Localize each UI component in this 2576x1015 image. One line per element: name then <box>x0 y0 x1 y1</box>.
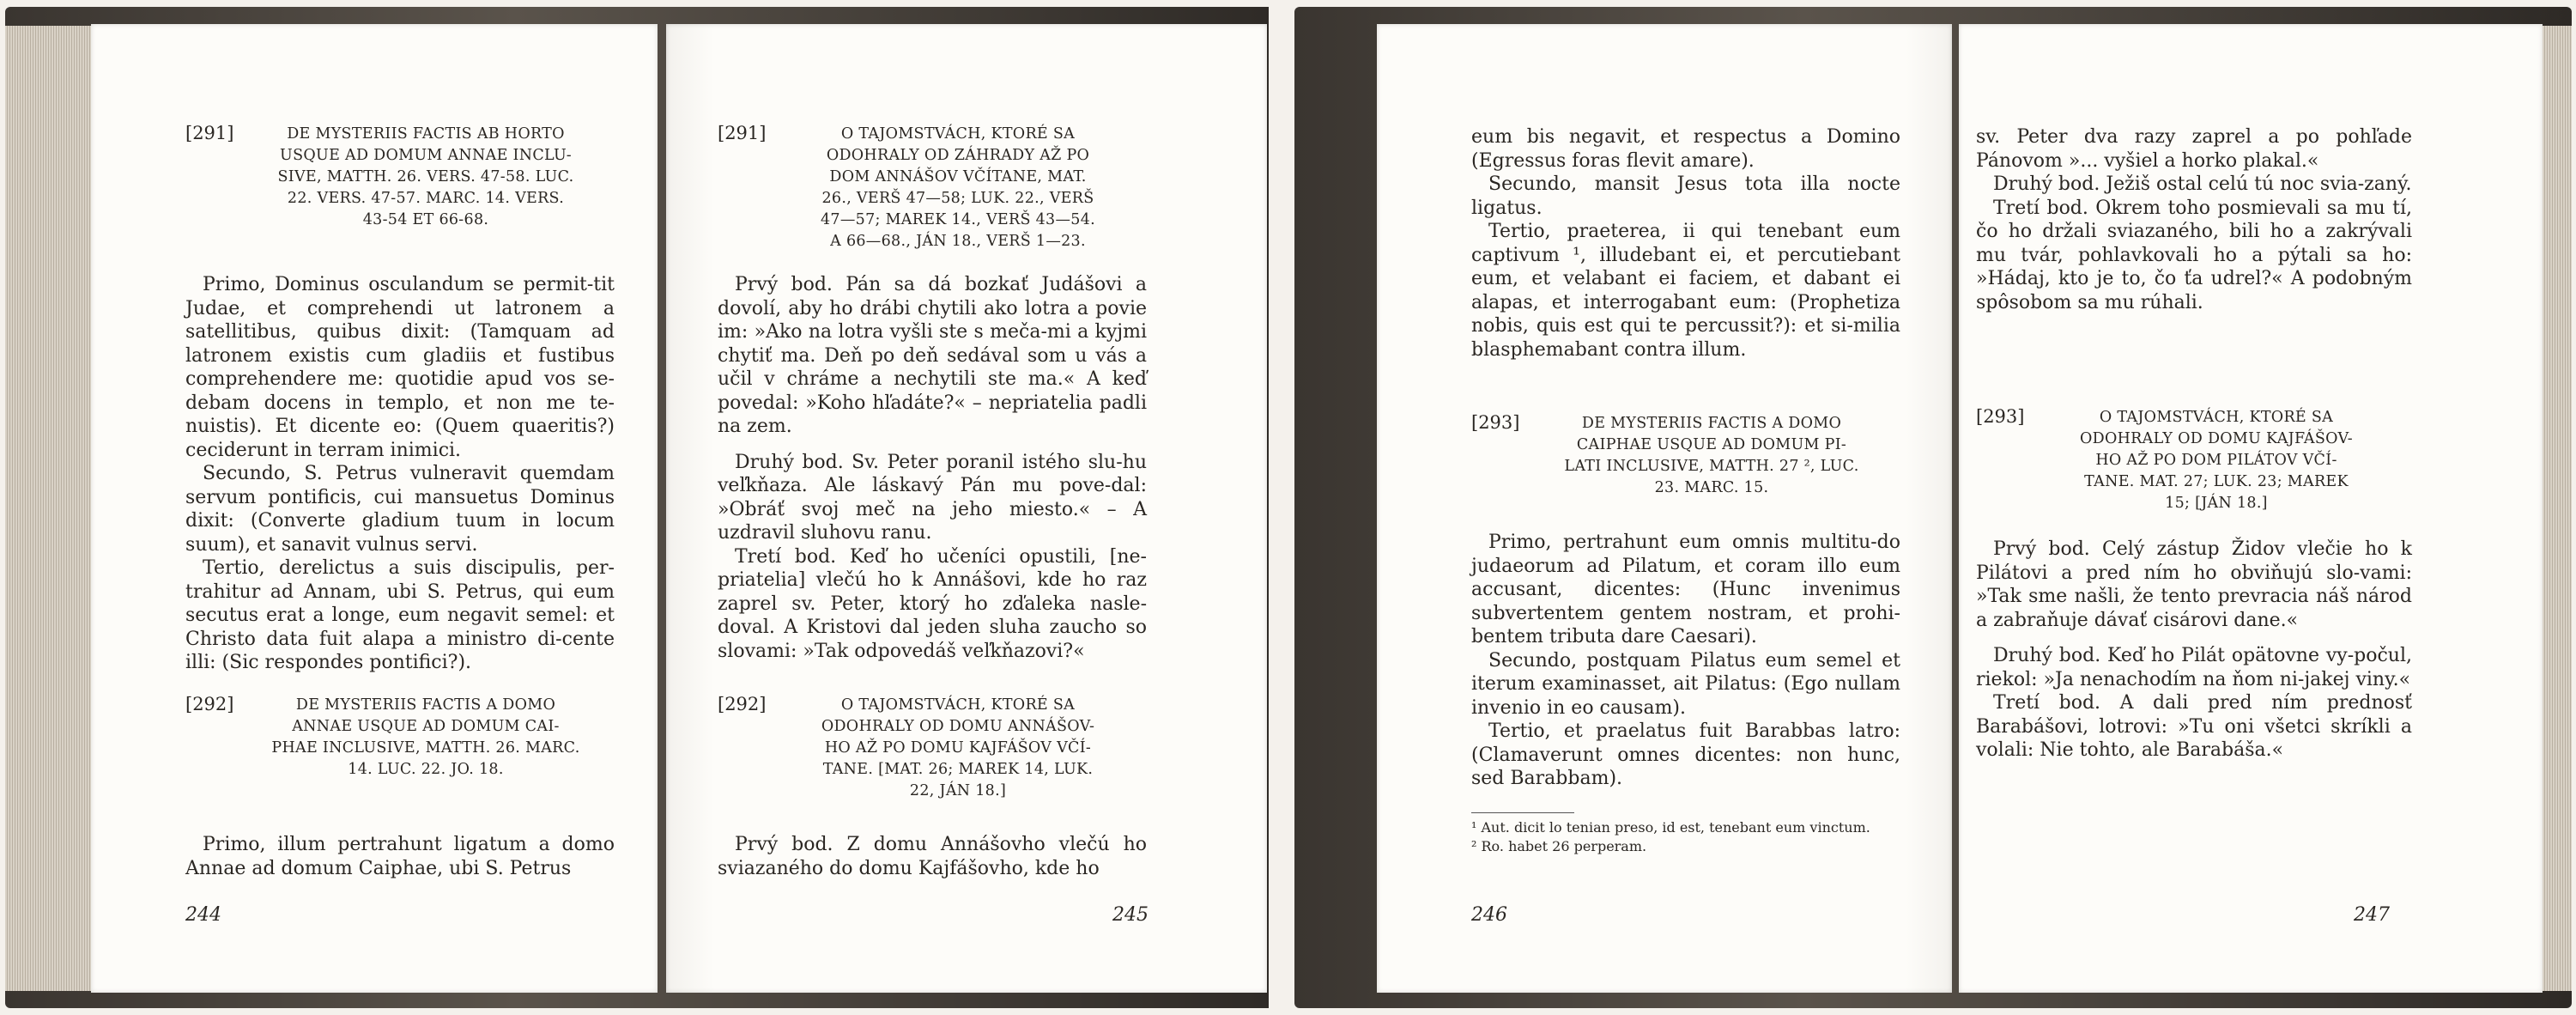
heading-line: 14. LUC. 22. JO. 18. <box>348 761 504 778</box>
heading-line: HO AŽ PO DOM PILÁTOV VČÍ- <box>2095 452 2337 469</box>
heading-line: USQUE AD DOMUM ANNAE INCLU- <box>280 147 572 164</box>
section-number: [292] <box>718 694 767 714</box>
paragraph: Prvý bod. Pán sa dá bozkať Judášovi a dovolí, aby ho drábi chytili ako lotra a povie im: »Ako na lotra vyšli ste s meča-mi a kyjmi chytiť ma. Deň po deň sedával som u vás a učil v chráme a nechytili ste ma.« A keď povedal: »Koho hľadáte?« – nepriatelia padli na zem. <box>718 274 1147 437</box>
heading-line: DE MYSTERIIS FACTIS AB HORTO <box>287 125 565 143</box>
page-number: 246 <box>1471 904 1507 926</box>
page-edges-right <box>2543 26 2572 991</box>
heading-line: ODOHRALY OD DOMU ANNÁŠOV- <box>821 718 1095 735</box>
page-247 <box>1959 24 2543 993</box>
paragraph: Secundo, S. Petrus vulneravit quemdam servum pontificis, cui mansuetus Dominus dixit: (Converte gladium tuum in locum suum), et sanavit vulnus servi. <box>185 463 615 556</box>
page-number: 245 <box>1112 904 1149 926</box>
paragraph: Tretí bod. A dali pred ním prednosť Barabášovi, lotrovi: »Tu oni všetci skríkli a volali: Nie tohto, ale Barabáša.« <box>1976 692 2412 761</box>
heading-line: CAIPHAE USQUE AD DOMUM PI- <box>1576 436 1847 453</box>
paragraph: Tretí bod. Okrem toho posmievali sa mu tí, čo ho držali sviazaného, bili ho a zakrývali mu tvár, pohlavkovali ho a pýtali sa ho: »Hádaj, kto je to, čo ťa udrel?« A podobným spôsobom sa mu rúhali. <box>1976 197 2412 313</box>
paragraph: Tertio, praeterea, ii qui tenebant eum captivum ¹, illudebant ei, et percutiebant eum, et velabant ei faciem, et dabant ei alapas, et interrogabant eum: (Prophetiza nobis, quis est qui te percussit?): et si-milia blasphemabant contra illum. <box>1471 221 1900 361</box>
heading-line: 26., VERŠ 47—58; LUK. 22., VERŠ <box>821 190 1094 207</box>
paragraph: Secundo, postquam Pilatus eum semel et iterum examinasset, ait Pilatus: (Ego nullam invenio in eo causam). <box>1471 649 1900 719</box>
page-number: 244 <box>185 904 221 926</box>
heading-line: 22, JÁN 18.] <box>909 782 1007 799</box>
section-number: [291] <box>718 123 767 143</box>
paragraph: sv. Peter dva razy zaprel a po pohľade Pánovom »... vyšiel a horko plakal.« <box>1976 126 2412 172</box>
body-text <box>1976 538 2412 763</box>
paragraph: eum bis negavit, et respectus a Domino (Egressus foras flevit amare). <box>1471 126 1900 172</box>
page-244 <box>91 24 658 993</box>
body-text <box>185 833 615 880</box>
paragraph: Tretí bod. Keď ho učeníci opustili, [ne-priatelia] vlečú ho k Annášovi, kde ho raz zaprel sv. Peter, ktorý ho zďaleka nasle-doval. A Kristovi dal jeden sluha zaucho so slovami: »Tak odpovedáš veľkňazovi?« <box>718 545 1147 662</box>
section-heading <box>1523 413 1900 499</box>
section-number: [292] <box>185 694 234 714</box>
heading-line: ODOHRALY OD ZÁHRADY AŽ PO <box>826 147 1090 164</box>
page-number: 247 <box>2354 904 2390 926</box>
paragraph: Prvý bod. Z domu Annášovho vlečú ho sviazaného do domu Kajfášovho, kde ho <box>718 834 1147 879</box>
footnote-1: ¹ Aut. dicit lo tenian preso, id est, tenebant eum vinctum. <box>1471 819 1870 836</box>
footnote-2: ² Ro. habet 26 perperam. <box>1471 838 1647 854</box>
paragraph: Secundo, mansit Jesus tota illa nocte ligatus. <box>1471 173 1900 219</box>
section-number: [293] <box>1471 412 1520 433</box>
heading-line: DOM ANNÁŠOV VČÍTANE, MAT. <box>829 168 1087 185</box>
paragraph: Primo, illum pertrahunt ligatum a domo Annae ad domum Caiphae, ubi S. Petrus <box>185 834 615 879</box>
right-spread <box>1294 7 2572 1008</box>
section-heading <box>769 695 1147 802</box>
section-number: [291] <box>185 123 234 143</box>
section-heading <box>237 695 615 781</box>
paragraph: Primo, pertrahunt eum omnis multitu-do judaeorum ad Pilatum, et coram illo eum accusant, dicentes: (Hunc invenimus subvertentem gentem nostram, et prohi-bentem tributa dare Caesari). <box>1471 532 1900 647</box>
heading-line: DE MYSTERIIS FACTIS A DOMO <box>295 696 556 714</box>
heading-line: O TAJOMSTVÁCH, KTORÉ SA <box>840 125 1076 143</box>
paragraph: Primo, Dominus osculandum se permit-tit Judae, et comprehendi ut latronem a satellitibus, quibus dixit: (Tamquam ad latronem existis cum gladiis et fustibus comprehendere me: quotidie apud vos se-debam docens in templo, et non me te-nuistis). Et dicente eo: (Quem quaeritis?) ceciderunt in terram inimici. <box>185 274 615 461</box>
page-edges-left <box>5 26 91 991</box>
heading-line: 23. MARC. 15. <box>1654 479 1769 496</box>
heading-line: A 66—68., JÁN 18., VERŠ 1—23. <box>830 233 1086 250</box>
section-heading <box>2027 407 2405 514</box>
paragraph: Druhý bod. Ježiš ostal celú tú noc svia-zaný. <box>1993 173 2412 195</box>
section-heading <box>237 124 615 231</box>
heading-line: 15; [JÁN 18.] <box>2165 495 2268 512</box>
body-text <box>718 833 1147 880</box>
heading-line: LATI INCLUSIVE, MATTH. 27 ², LUC. <box>1564 458 1859 475</box>
body-text <box>185 273 615 675</box>
heading-line: 47—57; MAREK 14., VERŠ 43—54. <box>820 211 1096 228</box>
body-text <box>718 273 1147 663</box>
heading-line: O TAJOMSTVÁCH, KTORÉ SA <box>2099 409 2334 426</box>
heading-line: HO AŽ PO DOMU KAJFÁŠOV VČÍ- <box>824 739 1092 757</box>
body-text <box>1976 125 2412 314</box>
heading-line: TANE. MAT. 27; LUK. 23; MAREK <box>2084 473 2349 490</box>
heading-line: PHAE INCLUSIVE, MATTH. 26. MARC. <box>271 739 580 757</box>
paragraph: Druhý bod. Sv. Peter poranil istého slu-hu veľkňaza. Ale láskavý Pán mu pove-dal: »Obráť svoj meč na jeho miesto.« – A uzdravil sluhovu ranu. <box>718 451 1147 544</box>
heading-line: O TAJOMSTVÁCH, KTORÉ SA <box>840 696 1076 714</box>
footnote-rule <box>1471 812 1574 813</box>
section-heading <box>769 124 1147 252</box>
heading-line: SIVE, MATTH. 26. VERS. 47-58. LUC. <box>277 168 574 185</box>
heading-line: 22. VERS. 47-57. MARC. 14. VERS. <box>287 190 565 207</box>
left-spread <box>5 7 1279 1008</box>
heading-line: TANE. [MAT. 26; MAREK 14, LUK. <box>822 761 1094 778</box>
body-text <box>1471 125 1900 362</box>
paragraph: Druhý bod. Keď ho Pilát opätovne vy-počul, riekol: »Ja nenachodím na ňom ni-jakej viny.« <box>1976 645 2412 690</box>
paragraph: Tertio, et praelatus fuit Barabbas latro: (Clamaverunt omnes dicentes: non hunc, sed Barabbam). <box>1471 720 1900 789</box>
heading-line: DE MYSTERIIS FACTIS A DOMO <box>1581 415 1842 432</box>
heading-line: ODOHRALY OD DOMU KAJFÁŠOV- <box>2079 430 2353 447</box>
paragraph: Tertio, derelictus a suis discipulis, per-trahitur ad Annam, ubi S. Petrus, qui eum secutus erat a longe, eum negavit semel: et Christo data fuit alapa a ministro di-cente illi: (Sic respondes pontifici?). <box>185 557 615 673</box>
heading-line: ANNAE USQUE AD DOMUM CAI- <box>292 718 560 735</box>
section-number: [293] <box>1976 406 2025 427</box>
page-245 <box>666 24 1267 993</box>
heading-line: 43-54 ET 66-68. <box>362 211 489 228</box>
page-246 <box>1377 24 1952 993</box>
body-text <box>1471 531 1900 791</box>
paragraph: Prvý bod. Celý zástup Židov vlečie ho k Pilátovi a pred ním ho obviňujú slo-vami: »Tak sme našli, že tento prevracia náš národ a zabraňuje dávať cisárovi dane.« <box>1976 538 2412 631</box>
footnotes <box>1471 818 1900 856</box>
